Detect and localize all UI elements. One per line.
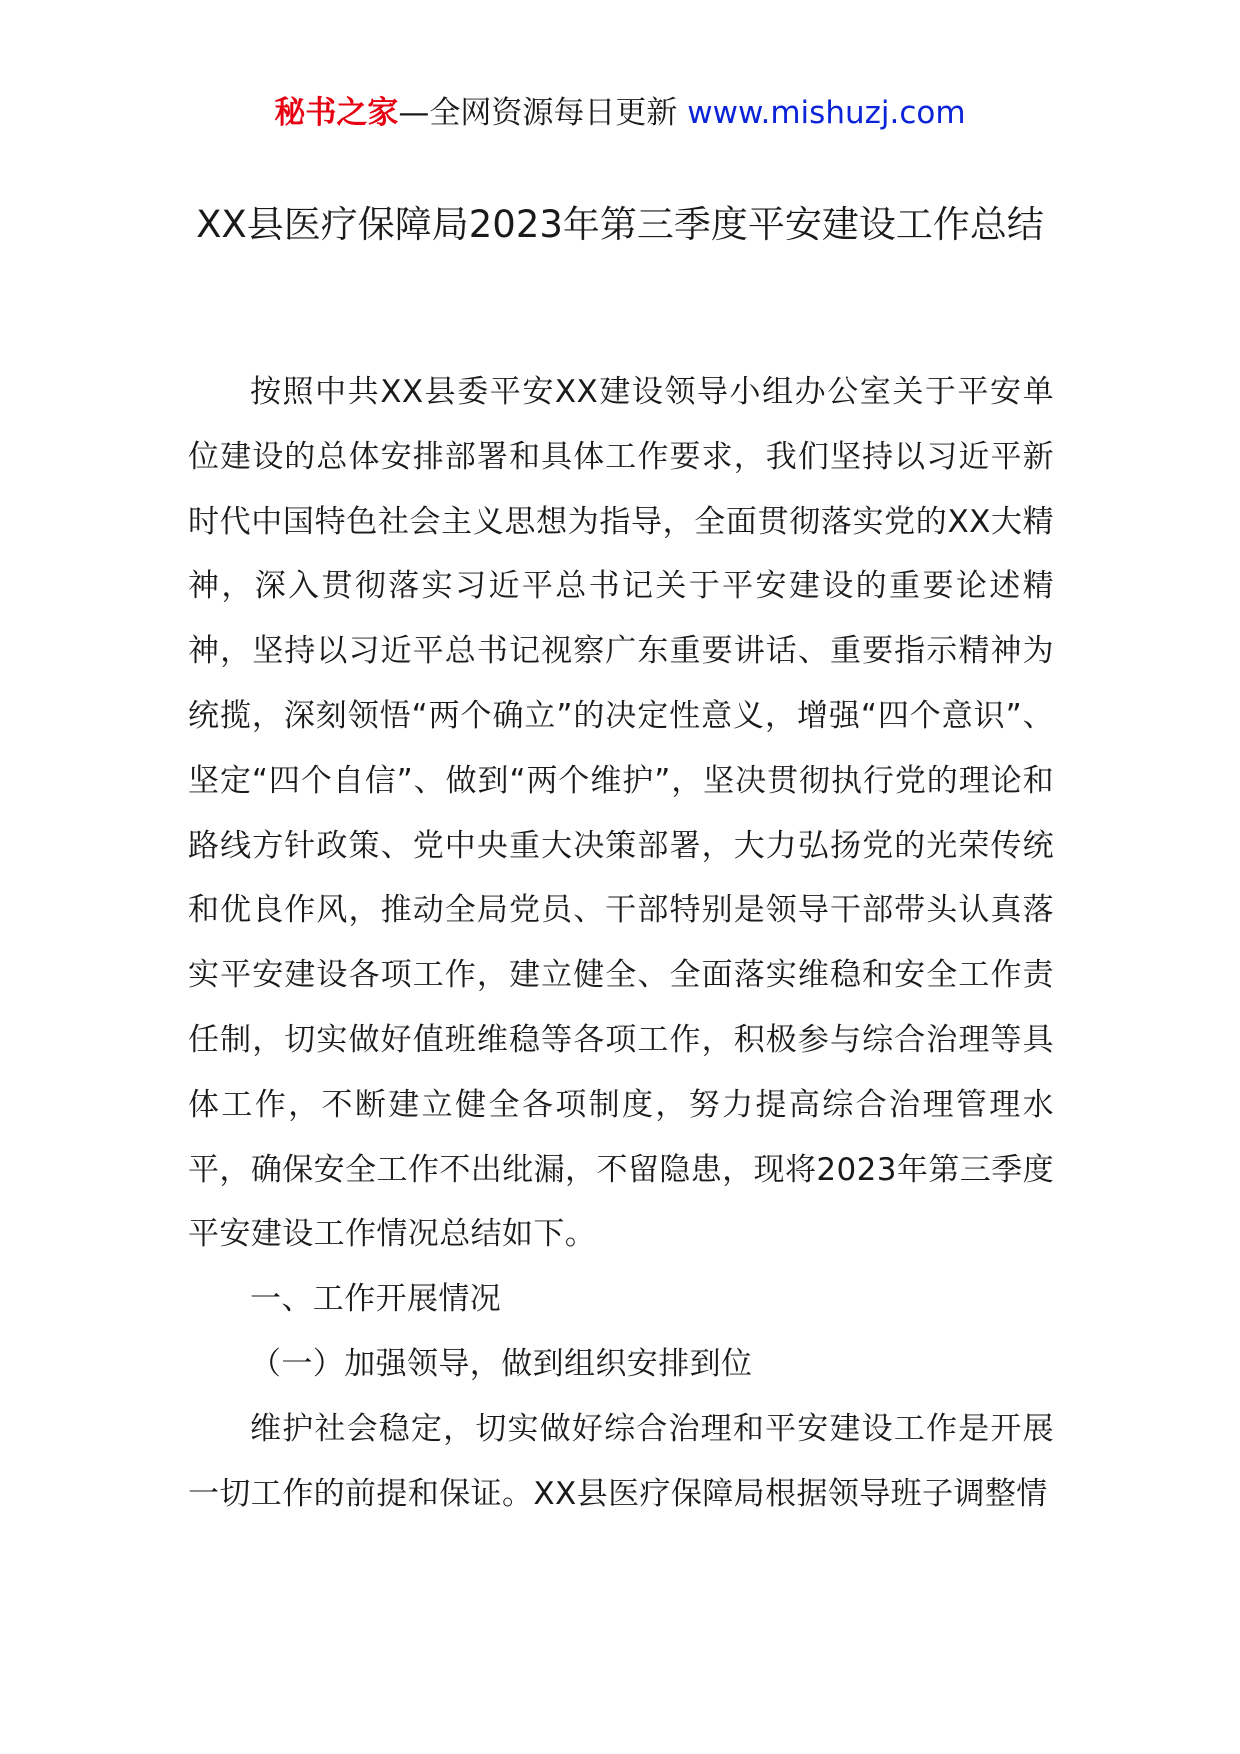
subsection-heading: （一）加强领导，做到组织安排到位 — [250, 1345, 753, 1382]
document-title: XX县医疗保障局2023年第三季度平安建设工作总结 — [196, 203, 1044, 246]
site-tagline: —全网资源每日更新 — [398, 95, 678, 131]
intro-paragraph: 按照中共XX县委平安XX建设领导小组办公室关于平安单位建设的总体安排部署和具体工作要求，我们坚持以习近平新时代中国特色社会主义思想为指导，全面贯彻落实党的XX大精神，深入贯彻落实习近平总书记关于平安建设的重要论述精神，坚持以习近平总书记视察广东重要讲话、重要指示精神为统揽，深刻领悟“两个确立”的决定性意义，增强“四个意识”、坚定“四个自信”、做到“两个维护”，坚决贯彻执行党的理论和路线方针政策、党中央重大决策部署，大力弘扬党的光荣传统和优良作风，推动全局党员、干部特别是领导干部带头认真落实平安建设各项工作，建立健全、全面落实维稳和安全工作责任制，切实做好值班维稳等各项工作，积极参与综合治理等具体工作，不断建立健全各项制度，努力提高综合治理管理水平，确保安全工作不出纰漏，不留隐患，现将2023年第三季度平安建设工作情况总结如下。 — [188, 374, 1054, 1253]
body-paragraph: 维护社会稳定，切实做好综合治理和平安建设工作是开展一切工作的前提和保证。XX县医疗保障局根据领导班子调整情 — [188, 1410, 1054, 1512]
document-body — [188, 360, 1054, 1526]
site-brand: 秘书之家 — [274, 95, 399, 131]
site-url-link[interactable]: www.mishuzj.com — [687, 95, 966, 131]
site-banner — [0, 90, 1240, 136]
section-heading: 一、工作开展情况 — [250, 1281, 502, 1318]
